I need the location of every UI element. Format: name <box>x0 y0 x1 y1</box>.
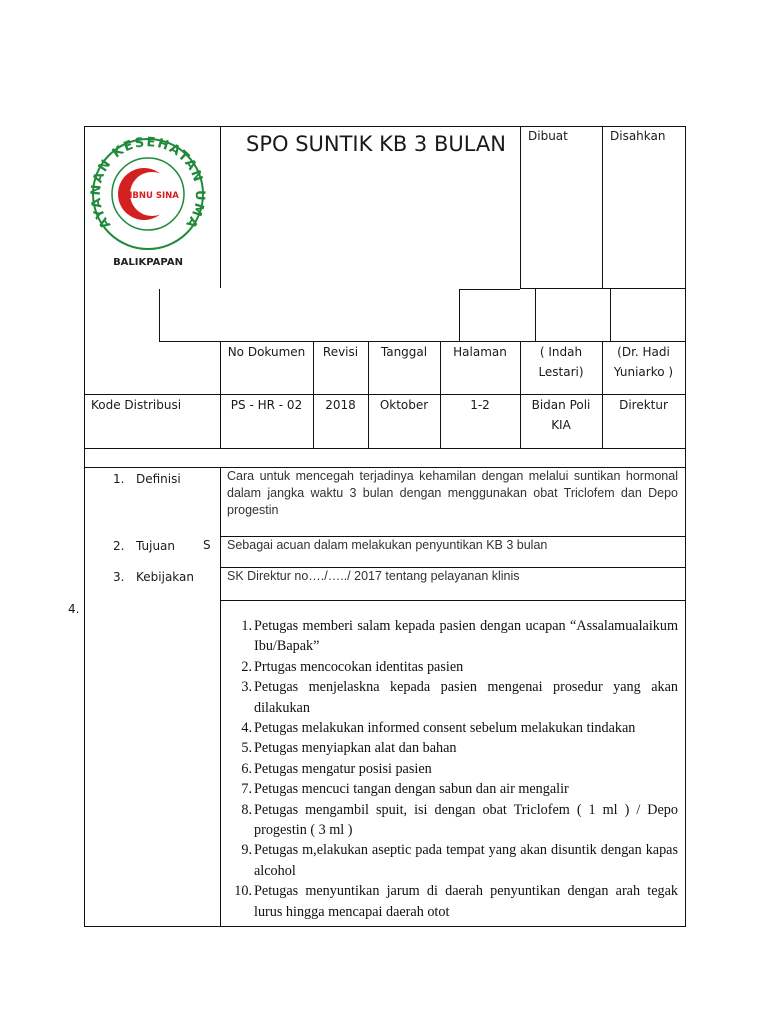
step-number: 6 . <box>228 759 252 779</box>
step-text: Petugas mengatur posisi pasien <box>254 760 432 777</box>
label-tanggal: Tanggal <box>380 345 428 359</box>
dibuat-role-line1: Bidan Poli <box>531 398 591 412</box>
procedure-step <box>228 759 678 779</box>
definisi-text: Cara untuk mencegah terjadinya kehamilan dengan melalui suntikan hormonal dalam jangka waktu 3 bulan dengan menggunakan obat Triclofem dan Depo progestin <box>227 469 678 517</box>
signature-box-bottom <box>520 288 685 289</box>
signature-divider <box>602 126 603 288</box>
title-divider <box>520 126 521 288</box>
section-number-4: 4. <box>68 602 80 616</box>
logo-emblem <box>86 136 216 272</box>
logo-divider <box>220 126 221 288</box>
disahkan-role: Direktur <box>619 398 668 412</box>
step-text: Petugas menjelaskna kepada pasien mengenai prosedur yang akan dilakukan <box>254 679 678 716</box>
procedure-step <box>228 738 678 758</box>
step-number: 5 . <box>228 738 252 758</box>
table-left-border <box>84 126 85 926</box>
dibuat-name-line1: ( Indah <box>539 345 583 359</box>
procedure-step <box>228 718 678 738</box>
table-right-border <box>685 126 686 926</box>
dibuat-role-line2: KIA <box>551 418 571 432</box>
section-label-kebijakan: Kebijakan <box>136 570 194 584</box>
step-number: 9 . <box>228 840 252 860</box>
procedure-step <box>228 840 678 881</box>
step-text: Petugas mengambil spuit, isi dengan obat Triclofem ( 1 ml ) / Depo progestin ( 3 ml ) <box>254 801 678 839</box>
logo-city: BALIKPAPAN <box>113 257 183 268</box>
step-text: Petugas memberi salam kepada pasien dengan ucapan “Assalamualaikum Ibu/Bapak” <box>254 618 678 655</box>
stray-letter: S <box>203 538 211 552</box>
row-line <box>84 448 685 449</box>
label-no-dokumen: No Dokumen <box>227 345 306 359</box>
table-bottom-border <box>84 926 686 927</box>
section-number-2: 2. <box>113 539 125 553</box>
logo-center-text: IBNU SINA <box>129 191 179 201</box>
section-number-1: 1. <box>113 472 125 486</box>
section-label-tujuan: Tujuan <box>136 539 176 553</box>
procedure-step <box>228 657 678 677</box>
step-number: 4 . <box>228 718 252 738</box>
step-text: Prtugas mencocokan identitas pasien <box>254 658 464 675</box>
step-number: 7 . <box>228 779 252 799</box>
procedure-step <box>228 800 678 841</box>
step-line <box>535 289 536 341</box>
label-revisi: Revisi <box>322 345 359 359</box>
section-label-definisi: Definisi <box>136 472 181 486</box>
value-halaman: 1-2 <box>470 398 490 412</box>
page-title: SPO SUNTIK KB 3 BULAN <box>246 132 506 156</box>
step-line <box>459 289 520 290</box>
step-line <box>610 289 611 341</box>
step-text: Petugas menyuntikan jarum di daerah penyuntikan dengan arah tegak lurus hingga mencapai daerah otot <box>254 883 678 920</box>
step-number: 1 . <box>228 616 252 636</box>
step-line <box>459 289 460 341</box>
procedure-step <box>228 616 678 657</box>
procedure-step <box>228 881 678 922</box>
disahkan-label: Disahkan <box>610 129 666 143</box>
step-text: Petugas menyiapkan alat dan bahan <box>254 740 457 757</box>
step-line <box>159 289 160 341</box>
logo-arc-text: AYANAN KESEHATAN UMA <box>88 136 208 232</box>
kode-distribusi-label: Kode Distribusi <box>91 398 182 412</box>
disahkan-name-line2: Yuniarko ) <box>613 365 674 379</box>
step-text: Petugas melakukan informed consent sebelum melakukan tindakan <box>254 720 636 737</box>
dibuat-name-line2: Lestari) <box>538 365 584 379</box>
step-number: 8 . <box>228 800 252 820</box>
dibuat-label: Dibuat <box>528 129 568 143</box>
step-number: 3 . <box>228 677 252 697</box>
tujuan-text: Sebagai acuan dalam melakukan penyuntikan KB 3 bulan <box>227 538 548 552</box>
procedure-list <box>228 616 678 922</box>
kebijakan-text: SK Direktur no…./…../ 2017 tentang pelayanan klinis <box>227 569 520 583</box>
section-number-3: 3. <box>113 570 125 584</box>
label-halaman: Halaman <box>453 345 507 359</box>
table-top-border <box>84 126 685 127</box>
step-number: 10 . <box>228 881 252 901</box>
logo <box>86 136 216 272</box>
step-text: Petugas m,elakukan aseptic pada tempat yang akan disuntik dengan kapas alcohol <box>254 842 678 879</box>
disahkan-name-line1: (Dr. Hadi <box>617 345 670 359</box>
value-revisi: 2018 <box>325 398 356 412</box>
procedure-step <box>228 779 678 799</box>
step-text: Petugas mencuci tangan dengan sabun dan air mengalir <box>254 781 569 798</box>
value-tanggal: Oktober <box>379 398 429 412</box>
step-number: 2 . <box>228 657 252 677</box>
row-line <box>220 600 685 601</box>
procedure-step <box>228 677 678 718</box>
value-no-dokumen: PS - HR - 02 <box>230 398 303 412</box>
